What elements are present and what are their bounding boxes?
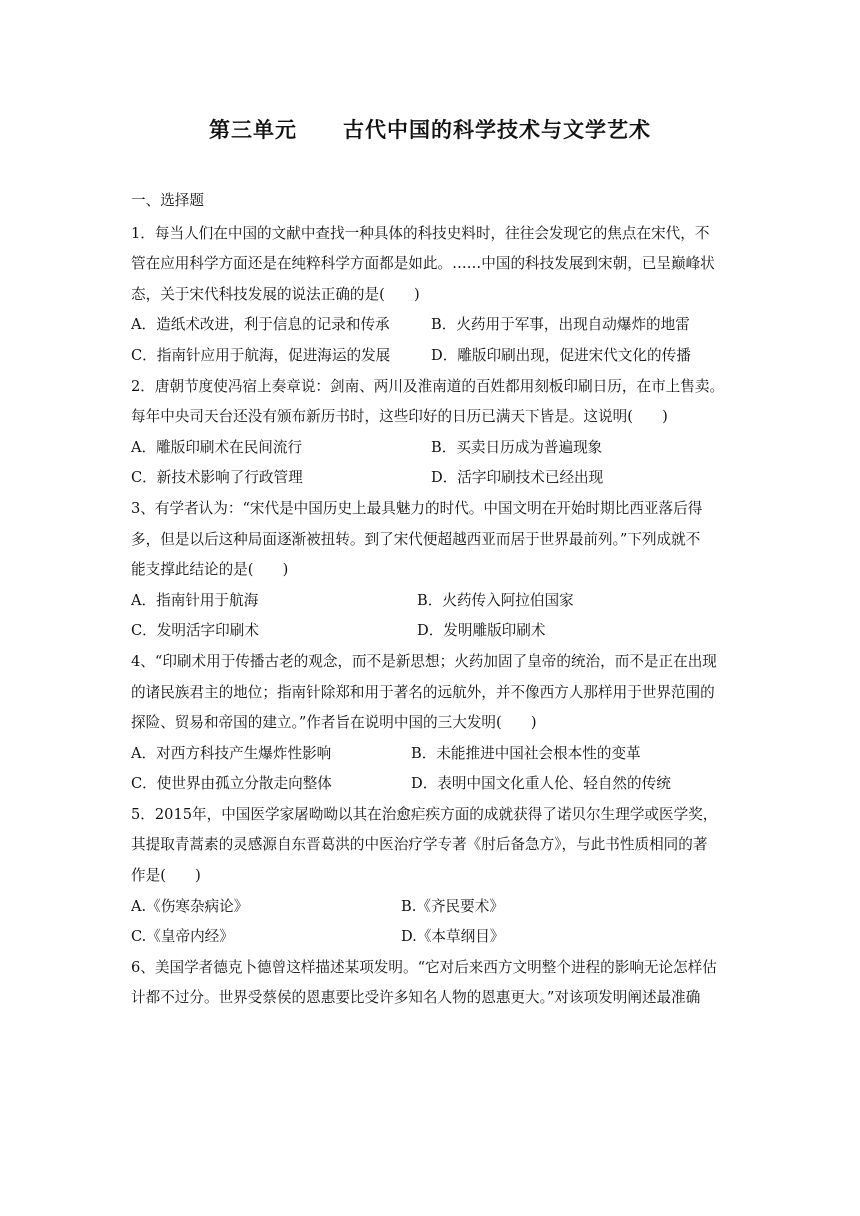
question-5 [131,800,731,953]
questions-container [131,219,731,1014]
question-stem-line: 作是( ) [131,867,201,885]
answer-option[interactable]: A.《伤寒杂病论》 [131,897,249,915]
answer-option[interactable]: B．火药传入阿拉伯国家 [417,591,574,609]
answer-option[interactable]: A．对西方科技产生爆炸性影响 [131,744,332,762]
question-stem-line: 2．唐朝节度使冯宿上奏章说：剑南、两川及淮南道的百姓都用刻板印刷日历，在市上售卖。 [131,377,725,395]
option-row [131,769,731,800]
question-stem-line: 探险、贸易和帝国的建立。”作者旨在说明中国的三大发明( ) [131,714,537,732]
question-stem-line: 每年中央司天台还没有颁布新历书时，这些印好的日历已满天下皆是。这说明( ) [131,408,668,426]
question-stem-line: 能支撑此结论的是( ) [131,561,289,579]
option-row [131,463,731,494]
question-stem-line: 3、有学者认为：“宋代是中国历史上最具魅力的时代。中国文明在开始时期比西亚落后得 [131,499,703,517]
answer-option[interactable]: B．买卖日历成为普遍现象 [431,438,603,456]
answer-option[interactable]: D．活字印刷技术已经出现 [431,469,604,487]
question-3 [131,494,731,647]
option-row [131,310,731,341]
option-row [131,616,731,647]
unit-name: 古代中国的科学技术与文学艺术 [343,118,651,142]
answer-option[interactable]: D．发明雕版印刷术 [417,622,546,640]
option-row [131,586,731,617]
option-row [131,341,731,372]
question-stem-line: 多，但是以后这种局面逐渐被扭转。到了宋代便超越西亚而居于世界最前列。”下列成就不 [131,530,701,548]
question-list [131,186,731,1014]
answer-option[interactable]: A．雕版印刷术在民间流行 [131,438,303,456]
question-4 [131,647,731,800]
answer-option[interactable]: B．未能推进中国社会根本性的变革 [411,744,641,762]
answer-option[interactable]: D．雕版印刷出现，促进宋代文化的传播 [431,346,691,364]
option-row [131,739,731,770]
answer-option[interactable]: B．火药用于军事，出现自动爆炸的地雷 [431,316,690,334]
option-row [131,433,731,464]
answer-option[interactable]: B.《齐民要术》 [401,897,504,915]
question-1 [131,219,731,372]
question-stem-line: 计都不过分。世界受蔡侯的恩惠要比受许多知名人物的恩惠更大。”对该项发明阐述最准确 [131,989,701,1007]
answer-option[interactable]: A．指南针用于航海 [131,591,259,609]
question-stem-line: 态，关于宋代科技发展的说法正确的是( ) [131,285,420,303]
answer-option[interactable]: C．发明活字印刷术 [131,622,259,640]
question-stem-line: 1．每当人们在中国的文献中查找一种具体的科技史料时，往往会发现它的焦点在宋代，不 [131,224,710,242]
page-title [0,114,860,144]
answer-option[interactable]: C．新技术影响了行政管理 [131,469,303,487]
option-row [131,922,731,953]
answer-option[interactable]: D．表明中国文化重人伦、轻自然的传统 [411,775,671,793]
answer-option[interactable]: A．造纸术改进，利于信息的记录和传承 [131,316,390,334]
question-stem-line: 其提取青蒿素的灵感源自东晋葛洪的中医治疗学专著《肘后备急方》，与此书性质相同的著 [131,836,708,854]
question-stem-line: 6、美国学者德克卜德曾这样描述某项发明。“它对后来西方文明整个进程的影响无论怎样估 [131,958,717,976]
question-stem-line: 管在应用科学方面还是在纯粹科学方面都是如此。……中国的科技发展到宋朝，已呈巅峰状 [131,255,715,273]
answer-option[interactable]: C.《皇帝内经》 [131,928,234,946]
question-stem-line: 的诸民族君主的地位；指南针除郑和用于著名的远航外，并不像西方人那样用于世界范围的 [131,683,715,701]
section-heading: 一、选择题 [131,192,204,209]
answer-option[interactable]: C．指南针应用于航海，促进海运的发展 [131,346,391,364]
answer-option[interactable]: C．使世界由孤立分散走向整体 [131,775,332,793]
unit-label: 第三单元 [209,118,297,142]
question-2 [131,372,731,494]
option-row [131,892,731,923]
question-stem-line: 4、“印刷术用于传播古老的观念，而不是新思想；火药加固了皇帝的统治，而不是正在出现 [131,652,717,670]
question-stem-line: 5．2015年，中国医学家屠呦呦以其在治愈疟疾方面的成就获得了诺贝尔生理学或医学奖， [131,805,718,823]
answer-option[interactable]: D.《本草纲目》 [401,928,505,946]
question-6 [131,953,731,1014]
